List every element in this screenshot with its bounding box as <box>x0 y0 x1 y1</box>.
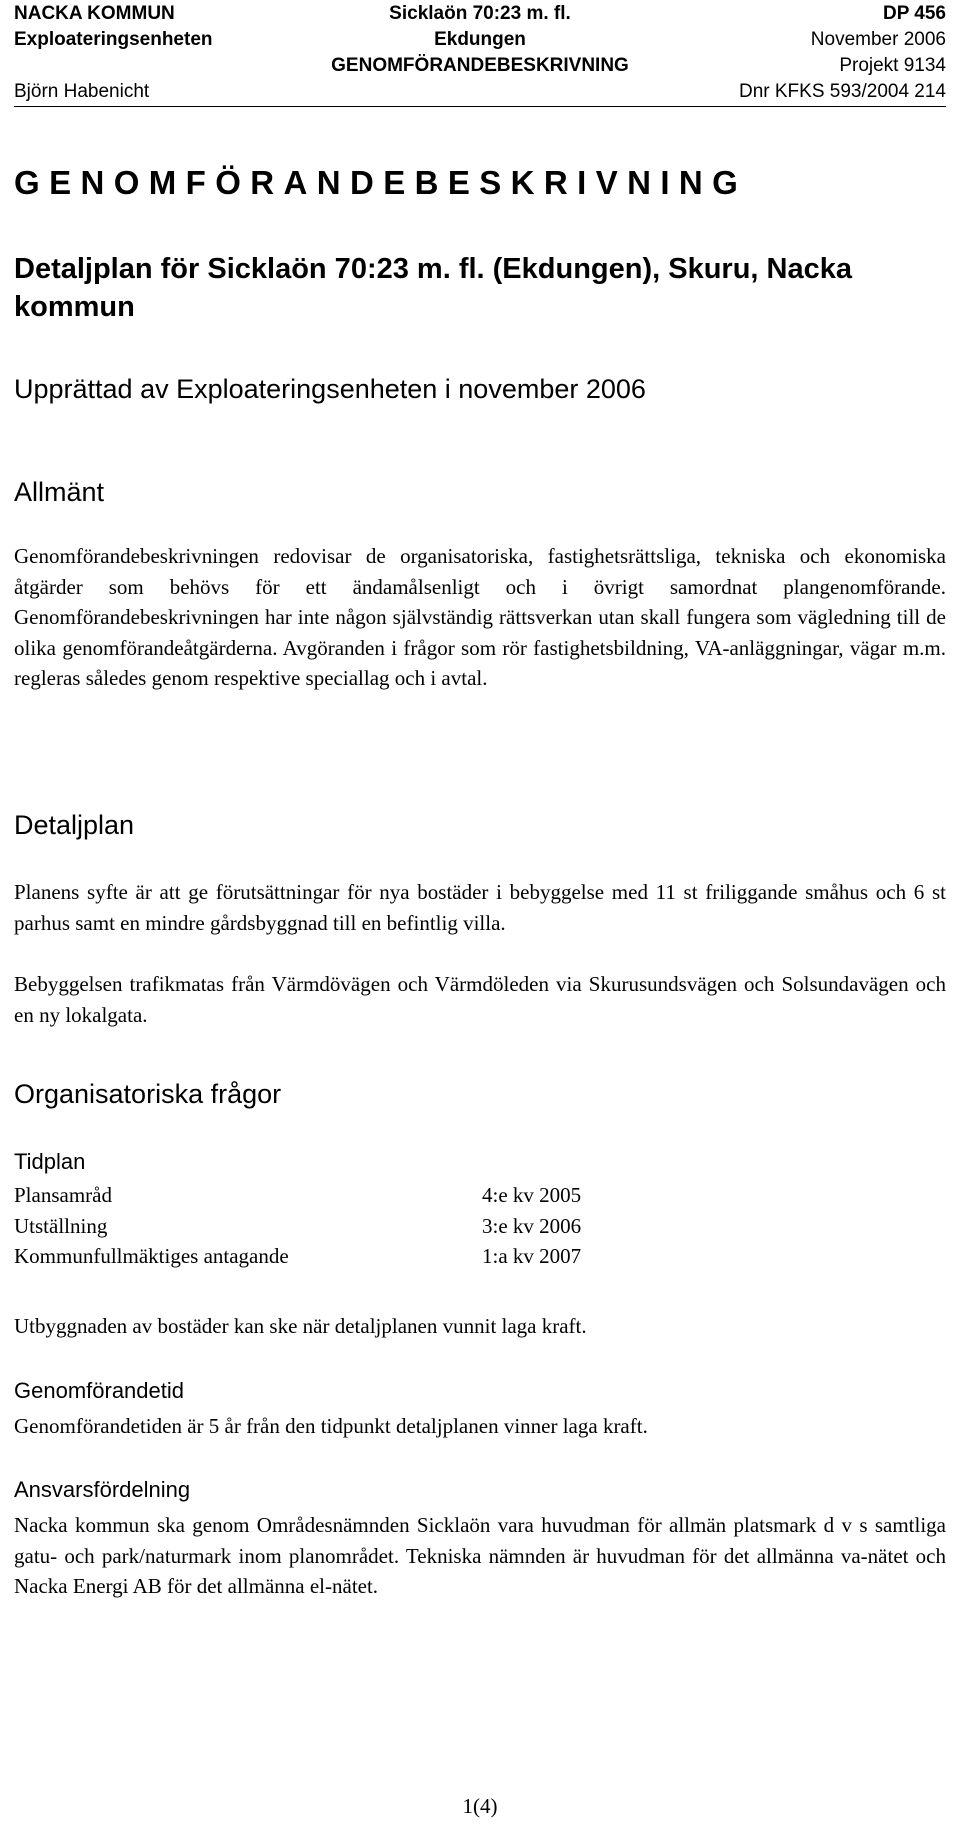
paragraph-detaljplan-traffic: Bebyggelsen trafikmatas från Värmdövägen och Värmdöleden via Skurusundsvägen och Solsundavägen och en ny lokalgata. <box>14 972 946 1027</box>
header-rule <box>14 106 946 107</box>
header-row-1 <box>14 2 946 26</box>
header-row-4 <box>14 80 946 104</box>
heading-tidplan: Tidplan <box>14 1149 86 1174</box>
header-municipality: NACKA KOMMUN <box>14 3 175 24</box>
header-row-3 <box>14 54 946 78</box>
tidplan-row <box>14 1241 714 1272</box>
header-property: Sicklaön 70:23 m. fl. <box>389 3 571 24</box>
header-date: November 2006 <box>810 29 946 50</box>
tidplan-value: 1:a kv 2007 <box>482 1244 582 1268</box>
tidplan-label: Utställning <box>14 1213 108 1238</box>
tidplan-value: 4:e kv 2005 <box>482 1183 582 1207</box>
header-project-name: Ekdungen <box>434 29 526 50</box>
header-dp-number: DP 456 <box>882 3 946 24</box>
tidplan-note: Utbyggnaden av bostäder kan ske när detaljplanen vunnit laga kraft. <box>14 1314 587 1338</box>
header-doc-type: GENOMFÖRANDEBESKRIVNING <box>331 55 629 76</box>
header-case-number: Dnr KFKS 593/2004 214 <box>738 81 946 102</box>
heading-ansvarsfordelning: Ansvarsfördelning <box>14 1477 191 1502</box>
page-number: 1(4) <box>462 1794 498 1818</box>
header-row-2 <box>14 28 946 52</box>
header-department: Exploateringsenheten <box>14 29 213 50</box>
heading-detaljplan: Detaljplan <box>14 810 135 840</box>
tidplan-label: Plansamråd <box>14 1183 112 1207</box>
paragraph-ansvarsfordelning: Nacka kommun ska genom Områdesnämnden Sicklaön vara huvudman för allmän platsmark d v s samtliga gatu- och park/naturmark inom planområdet. Tekniska nämnden är huvudman för det allmänna va-nätet och Nacka Energi AB för det allmänna el-nätet. <box>14 1513 946 1598</box>
header-project-number: Projekt 9134 <box>839 55 946 76</box>
tidplan-table <box>14 1180 714 1272</box>
document-subtitle: Detaljplan för Sicklaön 70:23 m. fl. (Ekdungen), Skuru, Nacka kommun <box>14 253 852 323</box>
prepared-by-line: Upprättad av Exploateringsenheten i november 2006 <box>14 374 646 404</box>
header-author: Björn Habenicht <box>14 81 150 102</box>
paragraph-genomforandetid: Genomförandetiden är 5 år från den tidpunkt detaljplanen vinner laga kraft. <box>14 1414 648 1438</box>
document-title: GENOMFÖRANDEBESKRIVNING <box>14 164 748 201</box>
paragraph-allmant: Genomförandebeskrivningen redovisar de organisatoriska, fastighetsrättsliga, tekniska och ekonomiska åtgärder som behövs för ett ändamålsenligt och i övrigt samordnat plangenomförande. Genomförandebeskrivningen har inte någon självständig rättsverkan utan skall fungera som vägledning till de olika genomförandeåtgärderna. Avgöranden i frågor som rör fastighetsbildning, VA-anläggningar, vägar m.m. regleras således genom respektive speciallag och i avtal. <box>14 544 946 690</box>
tidplan-row <box>14 1180 714 1211</box>
tidplan-value: 3:e kv 2006 <box>482 1213 582 1238</box>
heading-organisatoriska: Organisatoriska frågor <box>14 1079 282 1109</box>
paragraph-detaljplan-purpose: Planens syfte är att ge förutsättningar för nya bostäder i bebyggelse med 11 st friliggande småhus och 6 st parhus samt en mindre gårdsbyggnad till en befintlig villa. <box>14 880 946 935</box>
tidplan-row <box>14 1211 714 1242</box>
heading-allmant: Allmänt <box>14 477 105 507</box>
tidplan-label: Kommunfullmäktiges antagande <box>14 1244 289 1268</box>
heading-genomforandetid: Genomförandetid <box>14 1378 184 1403</box>
